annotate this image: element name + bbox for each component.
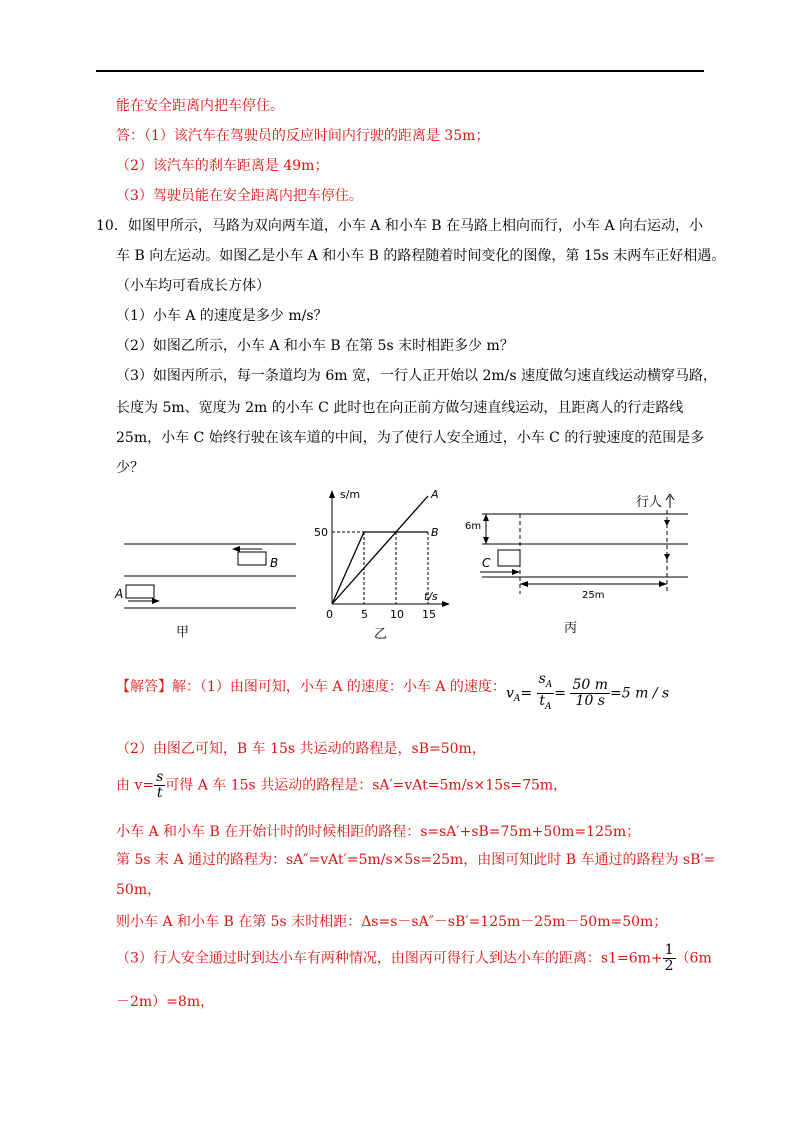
solution-line-8 — [116, 943, 712, 974]
frac-den-2: 10 s — [575, 692, 605, 709]
formula-v: v — [506, 685, 514, 702]
formula-v-sub: A — [513, 694, 521, 705]
x-axis-label: t/s — [424, 590, 438, 603]
question-line-1: 10．如图甲所示，马路为双向两车道，小车 A 和小车 B 在马路上相向而行，小车 A 向右运动，小 — [96, 218, 704, 234]
question-line-3: （小车均可看成长方体） — [116, 278, 270, 294]
question-line-2: 车 B 向左运动。如图乙是小车 A 和小车 B 的路程随着时间变化的图像，第 15s 末两车正好相遇。 — [116, 248, 726, 264]
frac-num-2: 50 m — [572, 676, 609, 693]
series-label-b: B — [431, 526, 439, 539]
question-part-3a: （3）如图丙所示，每一条道均为 6m 宽，一行人正开始以 2m/s 速度做匀速直线运动横穿马路， — [116, 368, 717, 384]
y-axis-label: s/m — [340, 488, 361, 501]
frac-num: s — [538, 671, 546, 687]
solution-line-6: 50m， — [116, 882, 162, 898]
formula-eq-2: = — [554, 685, 567, 702]
question-part-3d: 少？ — [116, 460, 144, 476]
figure-yi-graph — [312, 486, 452, 646]
fraction-50-10 — [570, 678, 610, 709]
solution-line-5: 第 5s 末 A 通过的路程为：sA″=vAt′=5m/s×5s=25m，由图可知此时 B 车通过的路程为 sB′= — [116, 852, 716, 868]
frac-t: t — [156, 785, 163, 801]
answer-line-3: （3）驾驶员能在安全距离内把车停住。 — [116, 188, 363, 204]
series-line-b — [332, 532, 428, 604]
frac-s: s — [156, 769, 164, 785]
question-part-1: （1）小车 A 的速度是多少 m/s？ — [116, 308, 328, 324]
pedestrian-label: 行人 — [636, 495, 663, 510]
frac-1: 1 — [664, 942, 674, 958]
answer-line-2: （2）该汽车的刹车距离是 49m； — [116, 158, 329, 174]
frac-2: 2 — [664, 958, 674, 974]
s3-post: 可得 A 车 15s 共运动的路程是：sA′=vAt=5m/s×15s=75m， — [165, 777, 568, 794]
s8-post: （6m — [675, 950, 712, 967]
series-line-a — [332, 496, 428, 604]
speed-formula — [506, 672, 669, 715]
fraction-sa-ta — [537, 672, 555, 715]
question-part-3c: 25m，小车 C 始终行驶在该车道的中间，为了使行人安全通过，小车 C 的行驶速度的范围是多 — [116, 430, 705, 446]
solution-line-4: 小车 A 和小车 B 在开始计时的时候相距的路程：s=sA′+sB=75m+50m=125m； — [116, 824, 641, 840]
figure-bing-caption: 丙 — [564, 621, 578, 636]
s3-pre: 由 v= — [116, 777, 155, 794]
figure-bing — [456, 484, 696, 644]
solution-part-2: （2）由图乙可知，B 车 15s 共运动的路程是，sB=50m， — [116, 741, 486, 757]
pedestrian-icon — [666, 494, 674, 508]
x-tick-label: 15 — [422, 608, 436, 621]
frac-den-sub: A — [545, 701, 552, 712]
fraction-s-t — [154, 770, 165, 801]
frac-num-sub: A — [545, 679, 553, 690]
solution-line-3 — [116, 770, 567, 801]
y-tick-label: 50 — [314, 526, 328, 539]
header-rule — [96, 70, 704, 72]
formula-eq: = — [520, 685, 533, 702]
solution-line-7: 则小车 A 和小车 B 在第 5s 末时相距：Δs=s－sA″－sB′=125m－25m－50m=50m； — [116, 914, 668, 930]
answer-line-1: 答：（1）该汽车在驾驶员的反应时间内行驶的距离是 35m； — [116, 128, 490, 144]
car-c-label: C — [482, 556, 491, 570]
distance-label: 25m — [582, 590, 605, 601]
figure-yi-caption: 乙 — [374, 627, 388, 642]
car-a-label: A — [115, 587, 124, 601]
question-part-2: （2）如图乙所示，小车 A 和小车 B 在第 5s 末时相距多少 m？ — [116, 338, 514, 354]
car-b-label: B — [270, 556, 279, 570]
fraction-1-2 — [663, 943, 676, 974]
lane-width-label: 6m — [465, 521, 482, 532]
solution-part-1-text: 【解答】解：（1）由图可知，小车 A 的速度：小车 A 的速度： — [116, 679, 506, 695]
solution-line-9: －2m）=8m， — [116, 994, 215, 1010]
origin-label: 0 — [326, 608, 333, 621]
x-tick-label: 5 — [361, 608, 368, 621]
answer-continuation: 能在安全距离内把车停住。 — [116, 98, 284, 114]
formula-result: =5 m / s — [610, 685, 670, 702]
figure-jia-caption: 甲 — [176, 625, 190, 640]
figure-jia — [110, 530, 300, 640]
question-part-3b: 长度为 5m、宽度为 2m 的小车 C 此时也在向正前方做匀速直线运动，且距离人的行走路线 — [116, 400, 684, 416]
s8-pre: （3）行人安全通过时到达小车有两种情况，由图丙可得行人到达小车的距离：s1=6m+ — [116, 950, 663, 967]
series-label-a: A — [431, 488, 439, 501]
x-tick-label: 10 — [390, 608, 404, 621]
frac-den: t — [539, 692, 546, 709]
